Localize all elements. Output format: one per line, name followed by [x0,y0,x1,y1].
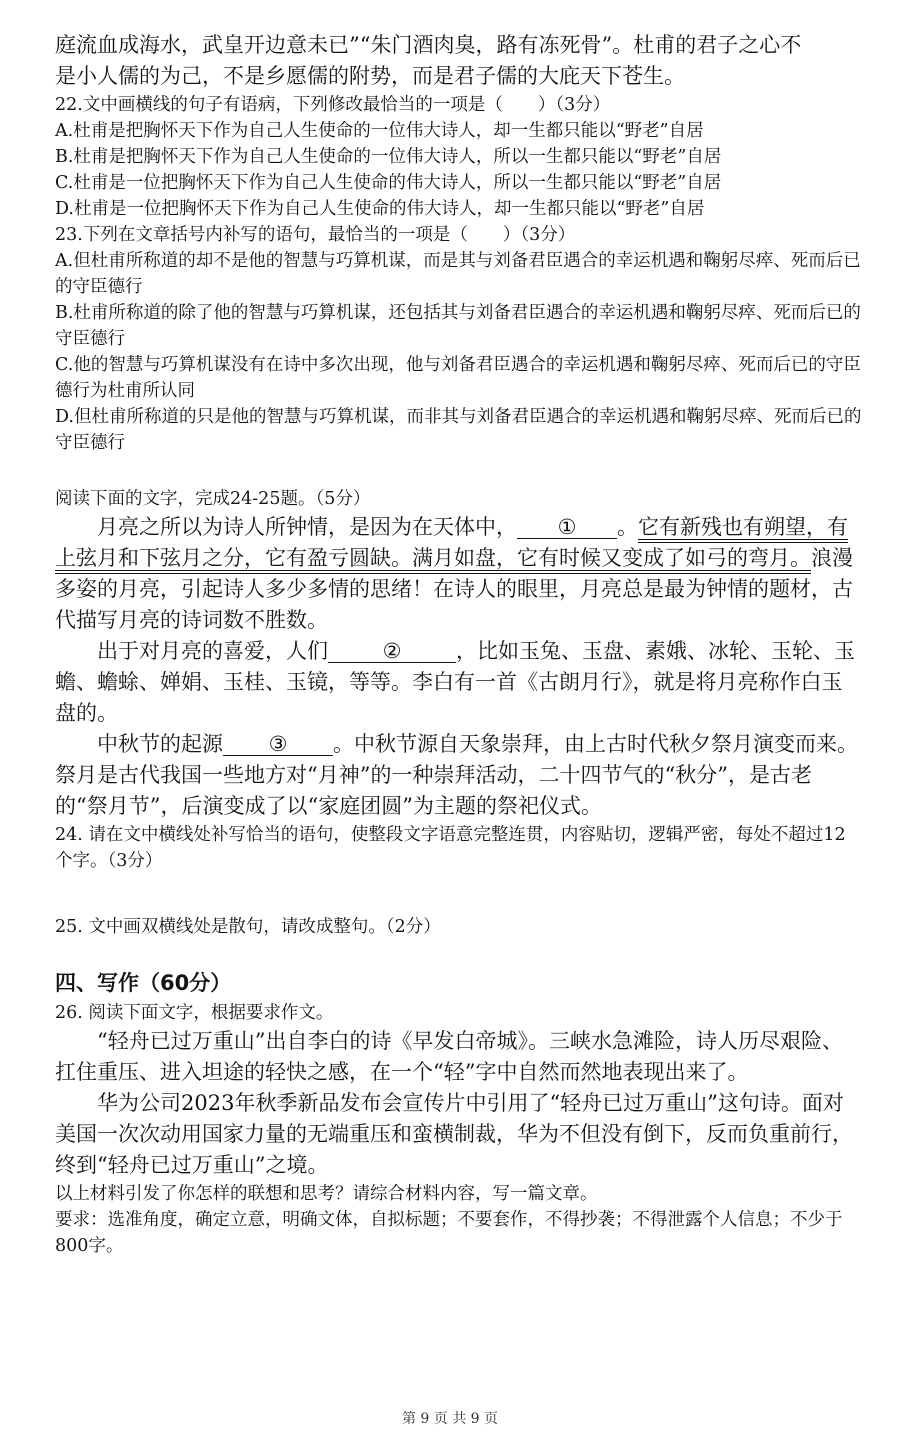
blank-3: ③ [223,733,333,756]
q22-option-c: C.杜甫是一位把胸怀天下作为自己人生使命的伟大诗人，所以一生都只能以“野老”自居 [55,173,722,193]
p2-text-a: 出于对月亮的喜爱，人们 [97,639,328,663]
writing-material-paragraph-2: 华为公司2023年秋季新品发布会宣传片中引用了“轻舟已过万重山”这句诗。面对美国一次次动用国家力量的无端重压和蛮横制裁，华为不但没有倒下，反而负重前行，终到“轻舟已过万重山”之境。 [55,1091,853,1177]
p1-text-b: 。 [617,515,638,539]
q23-option-b: B.杜甫所称道的除了他的智慧与巧算机谋，还包括其与刘备君臣遇合的幸运机遇和鞠躬尽瘁、死而后已的守臣德行 [55,303,861,349]
blank-1: ① [517,516,617,539]
q23-stem: 23.下列在文章括号内补写的语句，最恰当的一项是（ ）（3分） [55,225,576,245]
p1-text-a: 月亮之所以为诗人所钟情，是因为在天体中， [97,515,517,539]
q22-option-d: D.杜甫是一位把胸怀天下作为自己人生使命的伟大诗人，却一生都只能以“野老”自居 [55,199,705,219]
q23-option-d: D.但杜甫所称道的只是他的智慧与巧算机谋，而非其与刘备君臣遇合的幸运机遇和鞠躬尽瘁、死而后已的守臣德行 [55,407,862,453]
p3-text-a: 中秋节的起源 [97,732,223,756]
writing-section-heading: 四、写作（60分） [55,971,232,995]
double-underlined-sentence: 它有新残也有朔望，有上弦月和下弦月之分，它有盈亏圆缺。满月如盘，它有时候又变成了如弓的弯月。 [55,515,848,574]
blank-2: ② [328,640,456,663]
page-footer: 第 9 页 共 9 页 [401,1411,499,1427]
q23-option-c: C.他的智慧与巧算机谋没有在诗中多次出现，他与刘备君臣遇合的幸运机遇和鞠躬尽瘁、死而后已的守臣德行为杜甫所认同 [55,355,861,401]
p1-text-c: 浪漫多姿的月亮，引起诗人多少多情的思绪！在诗人的眼里，月亮总是最为钟情的题材，古代描写月亮的诗词数不胜数。 [55,546,853,632]
q23-option-a: A.但杜甫所称道的却不是他的智慧与巧算机谋，而是其与刘备君臣遇合的幸运机遇和鞠躬尽瘁、死而后已的守臣德行 [55,251,861,297]
writing-prompt: 以上材料引发了你怎样的联想和思考？请综合材料内容，写一篇文章。 [55,1184,598,1204]
reading-paragraph-3 [55,729,862,822]
q22-option-b: B.杜甫是把胸怀天下作为自己人生使命的一位伟大诗人，所以一生都只能以“野老”自居 [55,147,722,167]
q22-option-a: A.杜甫是把胸怀天下作为自己人生使命的一位伟大诗人，却一生都只能以“野老”自居 [55,121,704,141]
q26-text: 26. 阅读下面文字，根据要求作文。 [55,1003,334,1023]
q22-stem: 22.文中画横线的句子有语病，下列修改最恰当的一项是（ ）（3分） [55,95,611,115]
intro-line-2: 是小人儒的为己，不是乡愿儒的附势，而是君子儒的大庇天下苍生。 [55,64,685,88]
writing-requirements: 要求：选准角度，确定立意，明确文体，自拟标题；不要套作，不得抄袭；不得泄露个人信息；不少于800字。 [55,1210,843,1256]
q25-text: 25. 文中画双横线处是散句，请改成整句。（2分） [55,917,441,937]
reading-paragraph-1 [55,512,862,636]
reading-instruction: 阅读下面的文字，完成24-25题。（5分） [55,489,371,509]
p2-text-b: ，比如玉兔、玉盘、素娥、冰轮、玉轮、玉蟾、蟾蜍、婵娟、玉桂、玉镜，等等。李白有一首《古朗月行》，就是将月亮称作白玉盘的。 [55,639,855,725]
intro-line-1: 庭流血成海水，武皇开边意未已”“朱门酒肉臭，路有冻死骨”。杜甫的君子之心不 [55,33,802,57]
reading-paragraph-2 [55,636,862,729]
writing-material-paragraph-1: “轻舟已过万重山”出自李白的诗《早发白帝城》。三峡水急滩险，诗人历尽艰险、扛住重压、进入坦途的轻快之感，在一个“轻”字中自然而然地表现出来了。 [55,1029,843,1084]
q24-text: 24. 请在文中横线处补写恰当的语句，使整段文字语意完整连贯，内容贴切，逻辑严密，每处不超过12个字。（3分） [55,825,846,871]
p3-text-b: 。中秋节源自天象崇拜，由上古时代秋夕祭月演变而来。祭月是古代我国一些地方对“月神”的一种崇拜活动，二十四节气的“秋分”，是古老的“祭月节”，后演变成了以“家庭团圆”为主题的祭祀仪式。 [55,732,858,818]
